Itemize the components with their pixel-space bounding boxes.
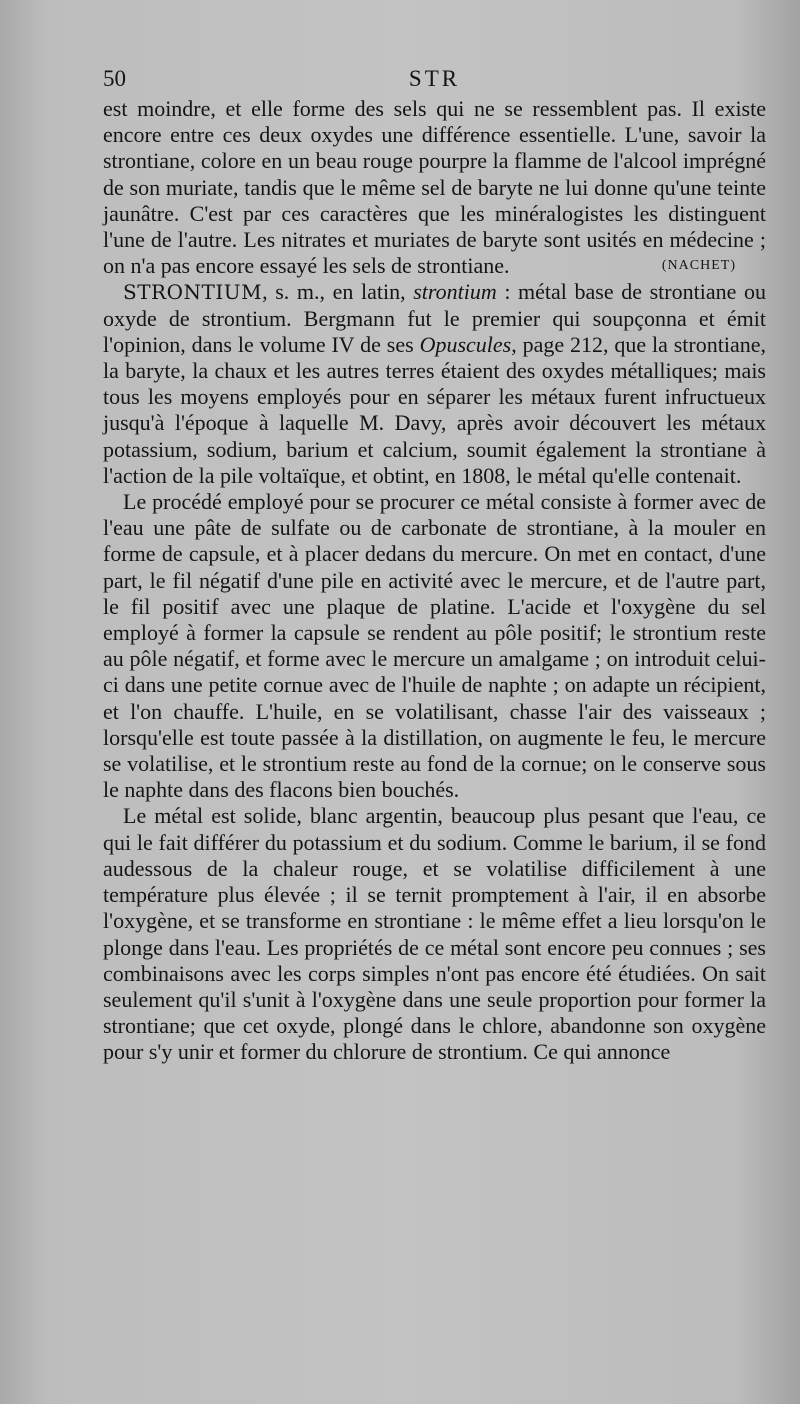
entry-definition-start: : métal base de strontiane ou oxyde de strontium. Bergmann fut le premier qui soupçonna et émit l'opinion, dans le volume IV de ses — [103, 279, 766, 357]
page-number: 50 — [103, 66, 126, 91]
paragraph-properties: Le métal est solide, blanc argentin, beaucoup plus pesant que l'eau, ce qui le fait différer du potassium et du sodium. Comme le barium, il se fond audessous de la chaleur rouge, et se volatilise difficilement à une température plus élevée ; il se ternit promptement à l'air, il en absorbe l'oxygène, et se transforme en strontiane : le même effet a lieu lorsqu'on le plonge dans l'eau. Les propriétés de ce métal sont encore peu connues ; ses combinaisons avec les corps simples n'ont pas encore été étudiées. On sait seulement qu'il s'unit à l'oxygène dans une seule proportion pour former la strontiane; que cet oxyde, plongé dans le chlore, abandonne son oxygène pour s'y unir et former du chlorure de strontium. Ce qui annonce — [103, 803, 766, 1065]
entry-latin-term: strontium — [413, 279, 497, 305]
paragraph-procedure: Le procédé employé pour se procurer ce métal consiste à former avec de l'eau une pâte de sulfate ou de carbonate de strontiane, à la mouler en forme de capsule, et à placer dedans du mercure. On met en contact, d'une part, le fil négatif d'une pile en activité avec le mercure, et de l'autre part, le fil positif avec une plaque de platine. L'acide et l'oxygène du sel employé à former la capsule se rendent au pôle positif; le strontium reste au pôle négatif, et forme avec le mercure un amalgame ; on introduit celui-ci dans une petite cornue avec de l'huile de naphte ; on adapte un récipient, et l'on chauffe. L'huile, en se volatilisant, chasse l'air des vaisseaux ; lorsqu'elle est toute passée à la distillation, on augmente le feu, le mercure se volatilise, et le strontium reste au fond de la cornue; on le conserve sous le naphte dans des flacons bien bouchés. — [103, 489, 766, 803]
entry-headword: STRONTIUM — [123, 280, 263, 305]
entry-grammar: , s. m., en latin, — [262, 279, 414, 305]
strontiane-text: est moindre, et elle forme des sels qui ne se ressemblent pas. Il existe encore entre ces deux oxydes une différence essentielle. L'une, savoir la strontiane, colore en un beau rouge pourpre la flamme de l'alcool imprégné de son muriate, tandis que le même sel de baryte ne lui donne qu'une teinte jaunâtre. C'est par ces caractères que les minéralogistes les distinguent l'une de l'autre. Les nitrates et muriates de baryte sont usités en médecine ; on n'a pas encore essayé les sels de strontiane. — [103, 96, 766, 279]
entry-definition-end: , page 212, que la strontiane, la baryte, la chaux et les autres terres étaient des oxydes métalliques; mais tous les moyens employés pour en séparer les métaux furent infructueux jusqu'à l'époque à laquelle M. Davy, après avoir découvert les métaux potassium, sodium, barium et calcium, soumit également la strontiane à l'action de la pile voltaïque, et obtint, en 1808, le métal qu'elle contenait. — [103, 331, 766, 488]
page-header — [103, 62, 766, 96]
entry-work-title: Opuscules — [419, 331, 512, 357]
page-body — [103, 96, 766, 1066]
strontiane-continuation — [103, 96, 766, 279]
strontium-entry — [103, 279, 766, 489]
author-signature: (NACHET) — [661, 258, 736, 274]
running-head: STR — [408, 66, 461, 91]
